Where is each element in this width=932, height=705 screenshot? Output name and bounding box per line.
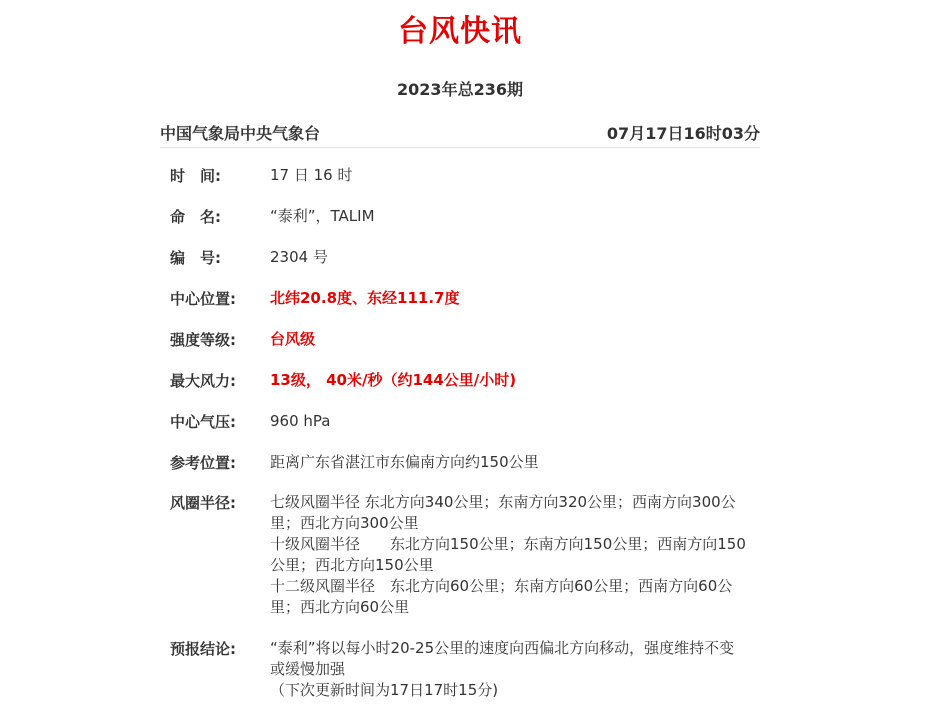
field-value: [270, 492, 748, 618]
publish-time: 07月17日16时03分: [606, 124, 760, 143]
field-value: “泰利”，TALIM: [270, 207, 375, 225]
field-value: 13级， 40米/秒（约144公里/小时): [270, 371, 517, 389]
field-value: 台风级: [270, 330, 316, 348]
issue-number: 2023年总236期: [397, 80, 523, 99]
field-label: 编 号:: [170, 249, 221, 267]
field-label: 中心位置:: [170, 290, 236, 308]
field-label: 最大风力:: [170, 372, 236, 390]
field-label: 中心气压:: [170, 413, 236, 431]
forecast-text: “泰利”将以每小时20-25公里的速度向西偏北方向移动，强度维持不变或缓慢加强: [270, 639, 735, 678]
radius-line-7: 七级风圈半径 东北方向340公里；东南方向320公里；西南方向300公里；西北方向300公里: [270, 493, 736, 532]
field-value: 北纬20.8度、东经111.7度: [270, 289, 460, 307]
field-label: 风圈半径:: [170, 494, 236, 512]
field-label: 命 名:: [170, 208, 221, 226]
field-value: 960 hPa: [270, 412, 331, 430]
radius-line-12: 十二级风圈半径 东北方向60公里；东南方向60公里；西南方向60公里；西北方向60公里: [270, 577, 733, 616]
field-value: 2304 号: [270, 248, 328, 266]
field-value: 距离广东省湛江市东偏南方向约150公里: [270, 453, 539, 471]
field-label: 预报结论:: [170, 640, 236, 658]
field-label: 时 间:: [170, 167, 221, 185]
bulletin-header: [160, 119, 760, 148]
field-value: [270, 638, 748, 701]
radius-line-10: 十级风圈半径 东北方向150公里；东南方向150公里；西南方向150公里；西北方向150公里: [270, 535, 746, 574]
next-update: （下次更新时间为17日17时15分): [270, 681, 499, 699]
page-title: 台风快讯: [398, 14, 522, 49]
agency-name: 中国气象局中央气象台: [160, 124, 321, 143]
field-value: 17 日 16 时: [270, 166, 353, 184]
field-label: 强度等级:: [170, 331, 236, 349]
field-label: 参考位置:: [170, 454, 236, 472]
